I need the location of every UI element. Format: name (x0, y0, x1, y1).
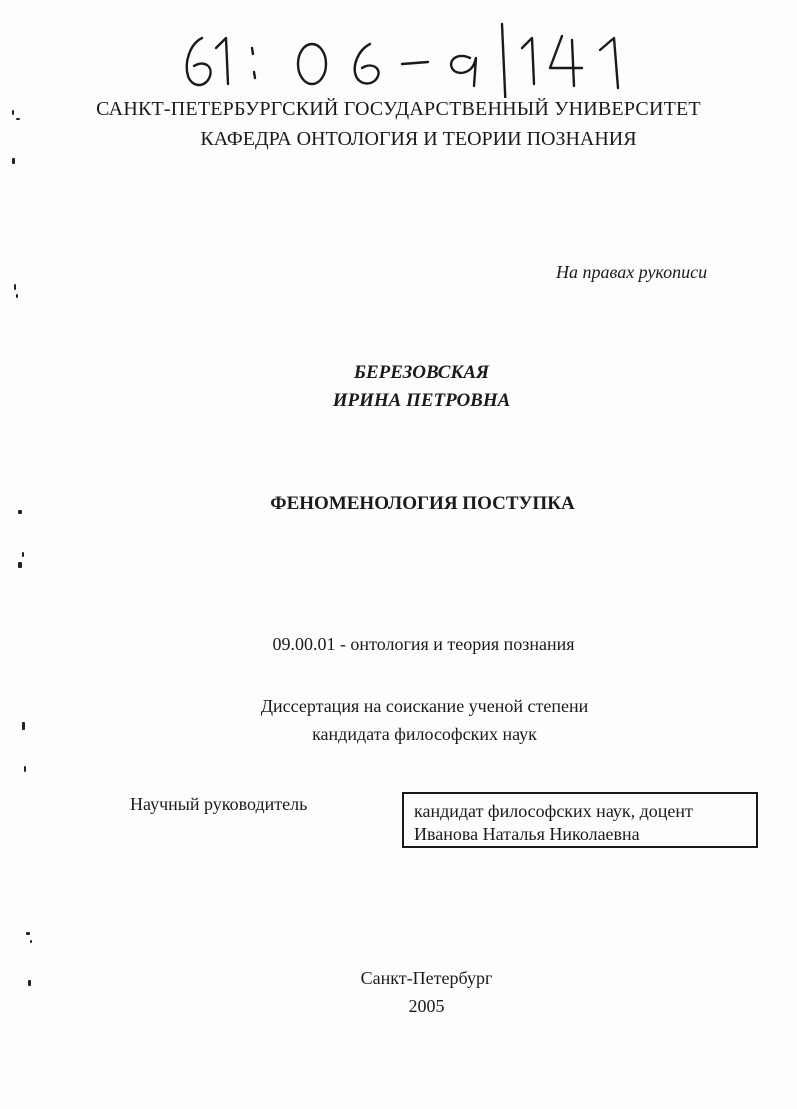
scan-speck (22, 552, 24, 557)
rights-note: На правах рукописи (556, 262, 708, 282)
scan-speck (12, 110, 14, 115)
degree-line-1: Диссертация на соискание ученой степени (260, 696, 589, 716)
scan-speck (22, 722, 25, 730)
scan-speck (16, 118, 20, 120)
specialty-code: 09.00.01 - онтология и теория познания (272, 634, 575, 654)
department-name: КАФЕДРА ОНТОЛОГИЯ И ТЕОРИИ ПОЗНАНИЯ (200, 128, 637, 150)
scan-speck (26, 932, 30, 935)
advisor-name: Иванова Наталья Николаевна (414, 824, 640, 844)
year: 2005 (408, 996, 445, 1016)
scan-speck (14, 284, 16, 290)
scan-speck (30, 940, 32, 943)
scan-speck (24, 766, 26, 772)
city: Санкт-Петербург (360, 968, 493, 988)
advisor-box (402, 792, 758, 848)
dissertation-title: ФЕНОМЕНОЛОГИЯ ПОСТУПКА (270, 493, 575, 514)
author-name: ИРИНА ПЕТРОВНА (332, 390, 511, 411)
university-name: САНКТ-ПЕТЕРБУРГСКИЙ ГОСУДАРСТВЕННЫЙ УНИВЕРСИТЕТ (96, 98, 701, 120)
scan-speck (28, 980, 31, 986)
handwritten-archive-number (170, 18, 650, 98)
scan-speck (12, 158, 15, 164)
author-surname: БЕРЕЗОВСКАЯ (353, 362, 490, 383)
advisor-title: кандидат философских наук, доцент (414, 801, 693, 821)
scan-speck (16, 294, 18, 298)
scan-speck (18, 510, 22, 514)
advisor-label: Научный руководитель (130, 794, 308, 814)
degree-line-2: кандидата философских наук (312, 724, 537, 744)
scan-speck (18, 562, 22, 568)
